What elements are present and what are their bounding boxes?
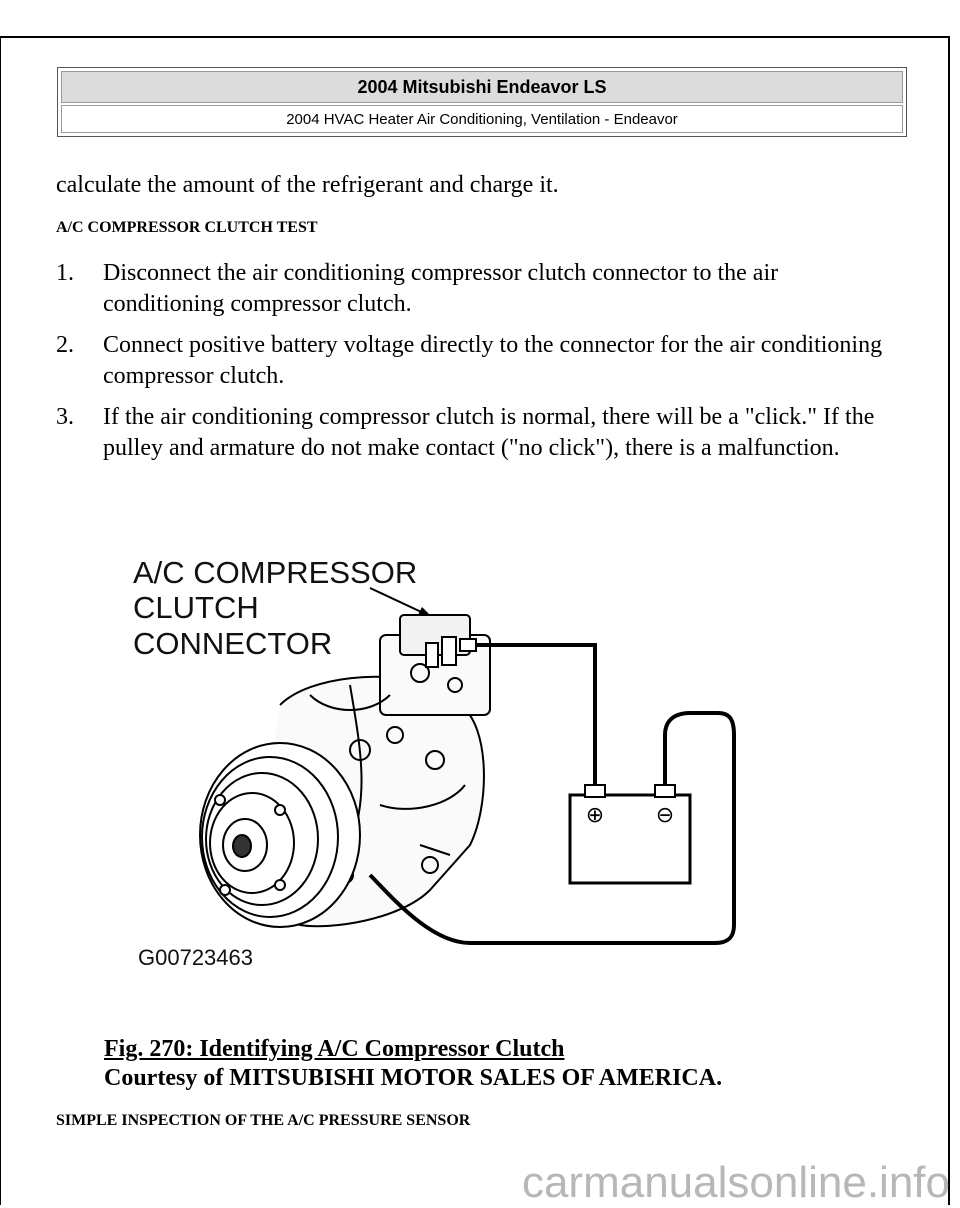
figure-title: Fig. 270: Identifying A/C Compressor Clutch <box>104 1036 565 1062</box>
step-number: 3. <box>56 404 74 430</box>
step-text: Disconnect the air conditioning compressor clutch connector to the air conditioning compressor clutch. <box>103 260 779 317</box>
figure-code: G00723463 <box>138 945 253 970</box>
figure-label-line2: CLUTCH <box>133 590 259 625</box>
compressor-diagram <box>130 545 740 980</box>
step-number: 1. <box>56 260 74 286</box>
watermark: carmanualsonline.info <box>521 1158 950 1207</box>
list-item <box>56 402 896 464</box>
figure-caption <box>104 1035 722 1093</box>
list-item <box>56 330 896 392</box>
figure-label-line1: A/C COMPRESSOR <box>133 555 418 590</box>
next-section-heading: SIMPLE INSPECTION OF THE A/C PRESSURE SENSOR <box>56 1112 471 1129</box>
steps-list <box>56 258 896 474</box>
section-heading: A/C COMPRESSOR CLUTCH TEST <box>56 219 318 236</box>
step-number: 2. <box>56 332 74 358</box>
step-text: Connect positive battery voltage directly to the connector for the air conditioning compressor clutch. <box>103 332 883 389</box>
header-subtitle: 2004 HVAC Heater Air Conditioning, Ventilation - Endeavor <box>61 105 903 133</box>
compressor-clutch-figure <box>130 545 740 980</box>
figure-label-line3: CONNECTOR <box>133 626 333 661</box>
connector-plug <box>460 639 476 651</box>
intro-paragraph: calculate the amount of the refrigerant and charge it. <box>56 172 559 198</box>
figure-courtesy: Courtesy of MITSUBISHI MOTOR SALES OF AMERICA. <box>104 1065 723 1091</box>
step-text: If the air conditioning compressor clutch is normal, there will be a "click." If the pulley and armature do not make contact ("no click"), there is a malfunction. <box>103 404 875 461</box>
document-header <box>57 67 907 137</box>
header-title: 2004 Mitsubishi Endeavor LS <box>61 71 903 103</box>
list-item <box>56 258 896 320</box>
battery-icon <box>570 785 690 883</box>
clutch-pulley <box>200 743 360 927</box>
minus-terminal-icon: ⊖ <box>655 802 675 827</box>
plus-terminal-icon: ⊕ <box>585 802 605 827</box>
